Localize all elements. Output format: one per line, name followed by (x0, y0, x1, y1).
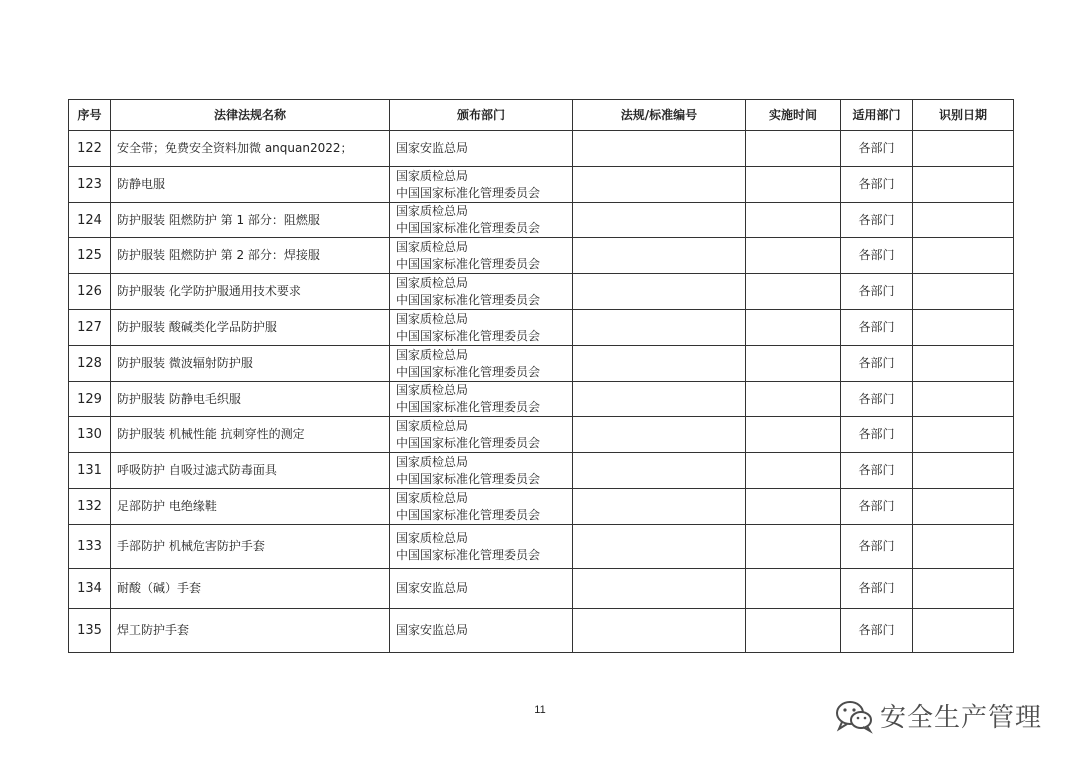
standard-code (573, 489, 746, 525)
issuer-line: 中国国家标准化管理委员会 (396, 292, 541, 307)
issuer-line: 中国国家标准化管理委员会 (396, 507, 541, 522)
table-row (69, 274, 1014, 310)
standard-code (573, 131, 746, 167)
table-row (69, 417, 1014, 453)
identified-date (913, 310, 1014, 346)
row-number: 130 (69, 417, 111, 453)
effective-date (746, 489, 841, 525)
issuer-line: 国家安监总局 (396, 623, 469, 637)
identified-date (913, 131, 1014, 167)
table-row (69, 489, 1014, 525)
header-effective-date: 实施时间 (746, 100, 841, 131)
regulation-name: 防静电服 (111, 167, 390, 203)
issuer-line: 国家质检总局 (396, 383, 469, 397)
issuer-line: 国家质检总局 (396, 204, 469, 218)
issuer-cell (390, 131, 573, 167)
effective-date (746, 274, 841, 310)
standard-code (573, 238, 746, 274)
issuer-line: 国家质检总局 (396, 347, 469, 362)
effective-date (746, 131, 841, 167)
identified-date (913, 203, 1014, 238)
issuer-line: 中国国家标准化管理委员会 (396, 364, 541, 379)
regulation-name: 防护服装 微波辐射防护服 (111, 346, 390, 382)
row-number: 124 (69, 203, 111, 238)
table-row (69, 167, 1014, 203)
standard-code (573, 167, 746, 203)
wechat-icon (834, 698, 874, 734)
issuer-line: 中国国家标准化管理委员会 (396, 547, 541, 562)
effective-date (746, 569, 841, 609)
issuer-cell (390, 453, 573, 489)
regulations-table (68, 99, 1014, 653)
table-row (69, 238, 1014, 274)
identified-date (913, 525, 1014, 569)
header-seq: 序号 (69, 100, 111, 131)
applicable-department: 各部门 (841, 274, 913, 310)
regulation-name: 防护服装 阻燃防护 第 2 部分：焊接服 (111, 238, 390, 274)
table-row (69, 131, 1014, 167)
regulation-name: 防护服装 机械性能 抗刺穿性的测定 (111, 417, 390, 453)
issuer-line: 中国国家标准化管理委员会 (396, 435, 541, 450)
regulation-name: 防护服装 酸碱类化学品防护服 (111, 310, 390, 346)
issuer-line: 国家安监总局 (396, 141, 469, 155)
identified-date (913, 274, 1014, 310)
table-row (69, 569, 1014, 609)
applicable-department: 各部门 (841, 489, 913, 525)
identified-date (913, 238, 1014, 274)
standard-code (573, 525, 746, 569)
identified-date (913, 167, 1014, 203)
effective-date (746, 346, 841, 382)
row-number: 131 (69, 453, 111, 489)
watermark (834, 697, 1042, 734)
issuer-line: 中国国家标准化管理委员会 (396, 471, 541, 486)
standard-code (573, 382, 746, 417)
standard-code (573, 346, 746, 382)
issuer-line: 国家质检总局 (396, 239, 469, 254)
applicable-department: 各部门 (841, 609, 913, 653)
table-row (69, 346, 1014, 382)
regulation-name: 焊工防护手套 (111, 609, 390, 653)
watermark-text: 安全生产管理 (880, 703, 1043, 733)
row-number: 128 (69, 346, 111, 382)
issuer-line: 国家质检总局 (396, 490, 469, 505)
regulation-name: 防护服装 阻燃防护 第 1 部分：阻燃服 (111, 203, 390, 238)
issuer-cell (390, 609, 573, 653)
issuer-line: 国家质检总局 (396, 530, 469, 545)
table-row (69, 382, 1014, 417)
issuer-cell (390, 310, 573, 346)
issuer-cell (390, 382, 573, 417)
issuer-line: 国家质检总局 (396, 311, 469, 326)
row-number: 126 (69, 274, 111, 310)
regulation-name: 防护服装 防静电毛织服 (111, 382, 390, 417)
header-issuer: 颁布部门 (390, 100, 573, 131)
standard-code (573, 310, 746, 346)
standard-code (573, 417, 746, 453)
applicable-department: 各部门 (841, 569, 913, 609)
applicable-department: 各部门 (841, 417, 913, 453)
identified-date (913, 453, 1014, 489)
issuer-cell (390, 203, 573, 238)
header-department: 适用部门 (841, 100, 913, 131)
row-number: 133 (69, 525, 111, 569)
applicable-department: 各部门 (841, 525, 913, 569)
effective-date (746, 417, 841, 453)
row-number: 125 (69, 238, 111, 274)
header-code: 法规/标准编号 (573, 100, 746, 131)
header-identified-date: 识别日期 (913, 100, 1014, 131)
applicable-department: 各部门 (841, 203, 913, 238)
effective-date (746, 382, 841, 417)
row-number: 134 (69, 569, 111, 609)
issuer-line: 中国国家标准化管理委员会 (396, 221, 541, 235)
issuer-cell (390, 525, 573, 569)
regulation-name: 足部防护 电绝缘鞋 (111, 489, 390, 525)
row-number: 129 (69, 382, 111, 417)
row-number: 123 (69, 167, 111, 203)
row-number: 132 (69, 489, 111, 525)
effective-date (746, 238, 841, 274)
table-row (69, 609, 1014, 653)
identified-date (913, 489, 1014, 525)
row-number: 135 (69, 609, 111, 653)
regulation-name: 安全带；免费安全资料加微 anquan2022； (111, 131, 390, 167)
standard-code (573, 569, 746, 609)
issuer-line: 中国国家标准化管理委员会 (396, 400, 541, 414)
applicable-department: 各部门 (841, 310, 913, 346)
applicable-department: 各部门 (841, 238, 913, 274)
issuer-line: 国家质检总局 (396, 168, 469, 183)
issuer-cell (390, 238, 573, 274)
table-row (69, 525, 1014, 569)
effective-date (746, 310, 841, 346)
regulation-name: 手部防护 机械危害防护手套 (111, 525, 390, 569)
effective-date (746, 167, 841, 203)
identified-date (913, 417, 1014, 453)
standard-code (573, 453, 746, 489)
effective-date (746, 453, 841, 489)
identified-date (913, 609, 1014, 653)
applicable-department: 各部门 (841, 453, 913, 489)
identified-date (913, 346, 1014, 382)
identified-date (913, 382, 1014, 417)
standard-code (573, 609, 746, 653)
issuer-cell (390, 489, 573, 525)
issuer-line: 国家安监总局 (396, 581, 469, 595)
regulation-name: 呼吸防护 自吸过滤式防毒面具 (111, 453, 390, 489)
effective-date (746, 203, 841, 238)
effective-date (746, 609, 841, 653)
standard-code (573, 203, 746, 238)
issuer-line: 国家质检总局 (396, 454, 469, 469)
standard-code (573, 274, 746, 310)
row-number: 122 (69, 131, 111, 167)
applicable-department: 各部门 (841, 346, 913, 382)
applicable-department: 各部门 (841, 382, 913, 417)
regulation-name: 耐酸（碱）手套 (111, 569, 390, 609)
issuer-cell (390, 417, 573, 453)
regulation-name: 防护服装 化学防护服通用技术要求 (111, 274, 390, 310)
issuer-cell (390, 274, 573, 310)
issuer-line: 国家质检总局 (396, 275, 469, 290)
applicable-department: 各部门 (841, 167, 913, 203)
identified-date (913, 569, 1014, 609)
applicable-department: 各部门 (841, 131, 913, 167)
issuer-cell (390, 346, 573, 382)
issuer-line: 中国国家标准化管理委员会 (396, 256, 541, 271)
table-header-row (69, 100, 1014, 131)
table-row (69, 310, 1014, 346)
header-name: 法律法规名称 (111, 100, 390, 131)
issuer-cell (390, 167, 573, 203)
page-number: 11 (534, 704, 546, 716)
issuer-line: 中国国家标准化管理委员会 (396, 185, 541, 200)
effective-date (746, 525, 841, 569)
table-row (69, 203, 1014, 238)
table-row (69, 453, 1014, 489)
row-number: 127 (69, 310, 111, 346)
issuer-line: 中国国家标准化管理委员会 (396, 328, 541, 343)
issuer-line: 国家质检总局 (396, 418, 469, 433)
issuer-cell (390, 569, 573, 609)
